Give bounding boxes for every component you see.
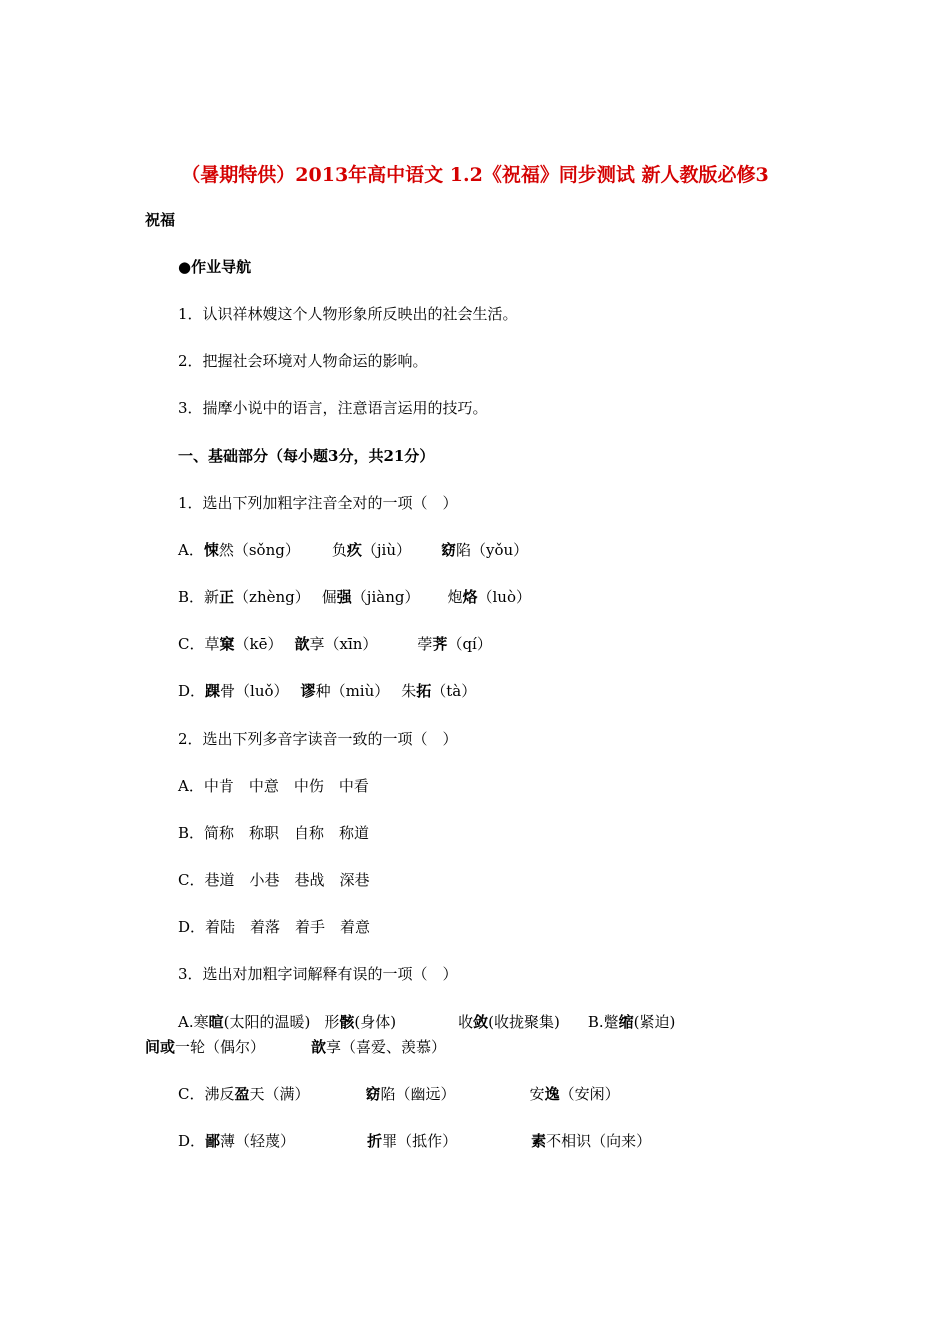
q3-option-d — [178, 1130, 651, 1152]
text: 一轮（偶尔） — [175, 1038, 266, 1056]
text: (收拢聚集) — [488, 1013, 560, 1031]
text: 骨（luǒ） — [220, 682, 289, 700]
text: 安 — [529, 1085, 545, 1103]
text: A.寒 — [178, 1013, 209, 1031]
q3-option-a-line2 — [145, 1036, 446, 1058]
text: （安闲） — [559, 1085, 620, 1103]
text: D． — [178, 682, 206, 700]
q2-option-d: D．着陆 着落 着手 着意 — [178, 918, 371, 936]
guide-item-1: 1．认识祥林嫂这个人物形象所反映出的社会生活。 — [178, 305, 518, 323]
bold-char: 谬 — [300, 682, 316, 700]
text: D． — [178, 1132, 206, 1150]
text: 享（喜爱、羡慕） — [326, 1038, 447, 1056]
q2-option-b: B．简称 称职 自称 称道 — [178, 824, 370, 842]
text: C．沸反 — [178, 1085, 235, 1103]
guide-label: ●作业导航 — [178, 258, 252, 276]
text: （kē） — [234, 635, 283, 653]
text: 享（xīn） — [309, 635, 378, 653]
text: （zhèng） — [234, 588, 310, 606]
guide-item-2: 2．把握社会环境对人物命运的影响。 — [178, 352, 428, 370]
text: B．新 — [178, 588, 220, 606]
bold-char: 间或 — [145, 1038, 176, 1056]
bold-char: 骸 — [339, 1013, 355, 1031]
section1-title: 一、基础部分（每小题3分，共21分） — [178, 447, 435, 465]
bold-char: 窈 — [365, 1085, 381, 1103]
text: 陷（yǒu） — [456, 541, 529, 559]
bold-char: 正 — [219, 588, 235, 606]
text: （luò） — [477, 588, 531, 606]
bold-char: 荠 — [432, 635, 448, 653]
bold-char: 鄙 — [205, 1132, 221, 1150]
q3-option-c — [178, 1083, 620, 1105]
text: （jiàng） — [351, 588, 420, 606]
bold-char: 拓 — [416, 682, 432, 700]
text: 形 — [324, 1013, 340, 1031]
q2-option-c: C．巷道 小巷 巷战 深巷 — [178, 871, 370, 889]
text: （tà） — [431, 682, 477, 700]
q2-option-a: A．中肯 中意 中伤 中看 — [178, 777, 369, 795]
document-title: （暑期特供）2013年高中语文 1.2《祝福》同步测试 新人教版必修3 — [181, 164, 769, 186]
bold-char: 缩 — [618, 1013, 634, 1031]
q1-option-d — [178, 680, 476, 702]
q3-stem: 3．选出对加粗字词解释有误的一项（ ） — [178, 965, 458, 983]
text: 倔 — [321, 588, 337, 606]
text: C．草 — [178, 635, 220, 653]
q1-option-c — [178, 633, 492, 655]
bold-char: 折 — [367, 1132, 383, 1150]
text: (身体) — [354, 1013, 397, 1031]
q2-stem: 2．选出下列多音字读音一致的一项（ ） — [178, 730, 458, 748]
text: 陷（幽远） — [380, 1085, 456, 1103]
text: (紧迫) — [633, 1013, 676, 1031]
text: （jiù） — [361, 541, 411, 559]
bold-char: 暄 — [208, 1013, 224, 1031]
text: 薄（轻蔑） — [220, 1132, 296, 1150]
bold-char: 盈 — [234, 1085, 250, 1103]
bold-char: 烙 — [462, 588, 478, 606]
text: 种（miù） — [315, 682, 390, 700]
text: A． — [178, 541, 204, 559]
bold-char: 窠 — [219, 635, 235, 653]
q3-option-a-line1 — [178, 1011, 675, 1033]
text: 炮 — [447, 588, 463, 606]
text: B.蹩 — [587, 1013, 619, 1031]
q1-option-a — [178, 539, 528, 561]
bold-char: 素 — [531, 1132, 547, 1150]
text: 收 — [458, 1013, 474, 1031]
bold-char: 疚 — [346, 541, 362, 559]
text: 不相识（向来） — [546, 1132, 652, 1150]
bold-char: 歆 — [294, 635, 310, 653]
bold-char: 强 — [336, 588, 352, 606]
bold-char: 窈 — [441, 541, 457, 559]
bold-char: 悚 — [203, 541, 219, 559]
q1-option-b — [178, 586, 531, 608]
text: 负 — [331, 541, 347, 559]
text: 然（sǒng） — [218, 541, 300, 559]
section-heading: 祝福 — [145, 211, 176, 229]
text: 朱 — [401, 682, 417, 700]
text: 天（满） — [249, 1085, 310, 1103]
text: 罪（抵作） — [382, 1132, 458, 1150]
bold-char: 逸 — [544, 1085, 560, 1103]
bold-char: 歆 — [311, 1038, 327, 1056]
q1-stem: 1．选出下列加粗字注音全对的一项（ ） — [178, 494, 458, 512]
bold-char: 踝 — [205, 682, 221, 700]
text: （qí） — [447, 635, 492, 653]
guide-item-3: 3．揣摩小说中的语言，注意语言运用的技巧。 — [178, 399, 488, 417]
text: 荸 — [417, 635, 433, 653]
text: (太阳的温暖) — [223, 1013, 311, 1031]
bold-char: 敛 — [473, 1013, 489, 1031]
